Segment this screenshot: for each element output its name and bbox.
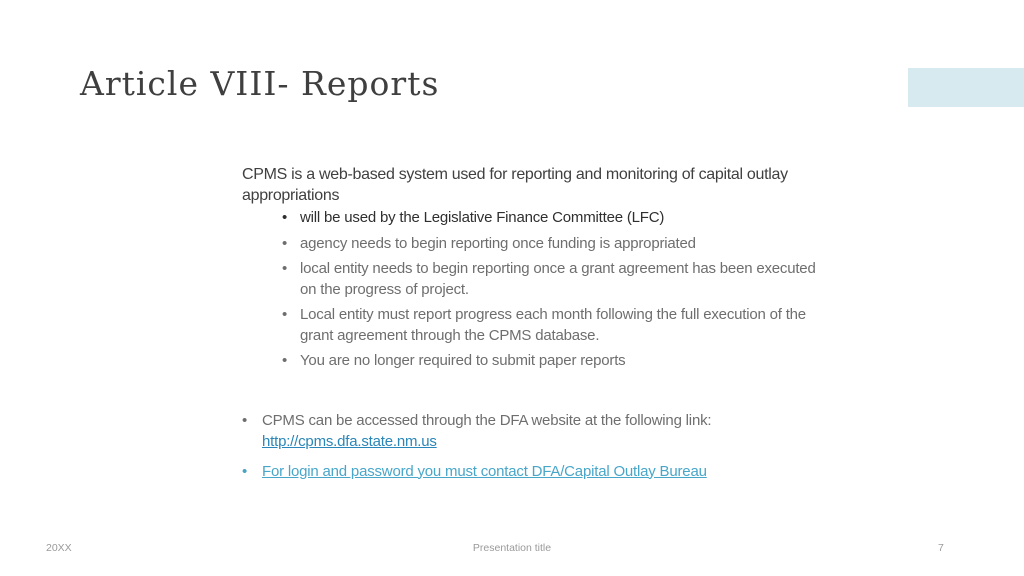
main-bullet-list [242,410,832,482]
sub-bullet-item: • You are no longer required to submit paper reports [300,351,832,372]
access-text: CPMS can be accessed through the DFA website at the following link: [262,411,712,429]
slide-body [242,164,832,491]
footer-presentation-title: Presentation title [472,542,552,554]
sub-bullet-item: • Local entity must report progress each month following the full execution of the grant agreement through the CPMS database. [300,305,832,346]
cpms-link[interactable]: http://cpms.dfa.state.nm.us [262,432,437,450]
access-bullet [262,410,832,452]
footer-page-number: 7 [938,542,944,554]
footer-date: 20XX [46,542,72,554]
sub-bullet-item: • local entity needs to begin reporting once a grant agreement has been executed on the progress of project. [300,259,832,300]
sub-bullet-item: • will be used by the Legislative Finance Committee (LFC) [300,208,832,229]
sub-bullet-item: • agency needs to begin reporting once funding is appropriated [300,234,832,255]
slide-title: Article VIII- Reports [80,64,440,103]
lead-paragraph: CPMS is a web-based system used for reporting and monitoring of capital outlay appropriations [242,166,788,204]
contact-bullet [262,461,832,482]
contact-dfa-link[interactable]: For login and password you must contact DFA/Capital Outlay Bureau [262,462,707,480]
accent-bar [908,68,1024,107]
sub-bullet-list [242,208,832,372]
